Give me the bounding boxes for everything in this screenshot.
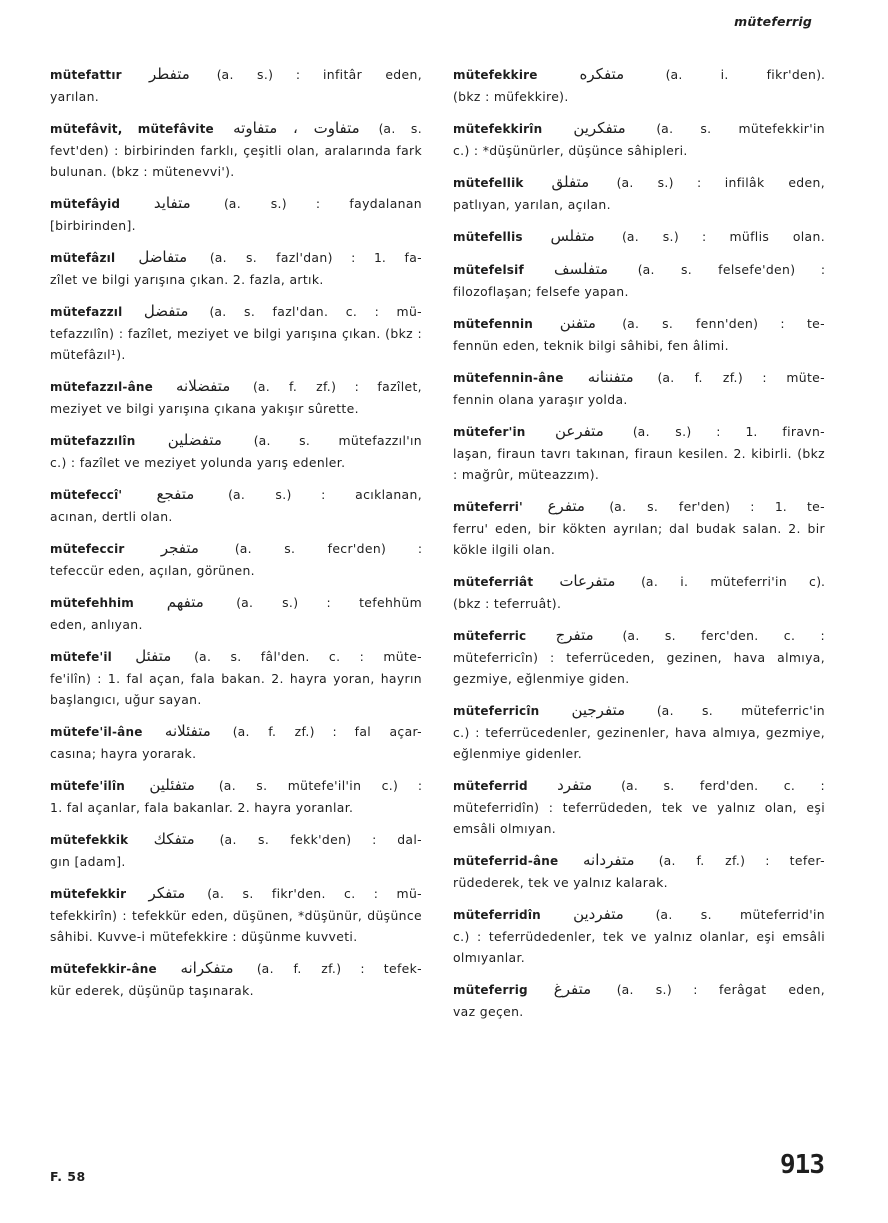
definition-start: (a. s. fer'den) : 1. te- bbox=[609, 499, 825, 514]
entry-head-line bbox=[453, 64, 825, 86]
dictionary-entry bbox=[50, 247, 422, 290]
definition-continuation: tefekkirîn) : tefekkür eden, düşünen, *düşünür, düşünce sâhibi. Kuvve-i mütefekkire : düşünme kuvveti. bbox=[50, 908, 422, 944]
arabic-script-form: متفرجين bbox=[571, 701, 626, 719]
headword: mütefehhim bbox=[50, 596, 134, 610]
arabic-script-form: متفلس bbox=[550, 227, 595, 245]
dictionary-entry bbox=[453, 775, 825, 839]
definition-continuation: fevt'den) : birbirinden farklı, çeşitli olan, aralarında fark bulunan. (bkz : mütenevvi'). bbox=[50, 143, 422, 179]
printer-signature: F. 58 bbox=[50, 1169, 86, 1184]
dictionary-entry bbox=[453, 172, 825, 215]
headword: mütefe'il-âne bbox=[50, 725, 143, 739]
arabic-script-form: متفطر bbox=[149, 65, 190, 83]
entry-head-line bbox=[50, 301, 422, 323]
right-column bbox=[453, 64, 825, 1033]
dictionary-entry bbox=[50, 721, 422, 764]
entry-head-line bbox=[453, 421, 825, 443]
dictionary-entry bbox=[453, 904, 825, 968]
entry-head-line bbox=[453, 118, 825, 140]
dictionary-entry bbox=[453, 367, 825, 410]
arabic-script-form: متفئلانه bbox=[164, 722, 211, 740]
dictionary-entry bbox=[50, 430, 422, 473]
definition-continuation: casına; hayra yorarak. bbox=[50, 746, 197, 761]
definition-continuation: c.) : *düşünürler, düşünce sâhipleri. bbox=[453, 143, 688, 158]
headword: mütefekkik bbox=[50, 833, 129, 847]
definition-start: (a. s. fenn'den) : te- bbox=[622, 316, 825, 331]
definition-continuation: kür ederek, düşünüp taşınarak. bbox=[50, 983, 254, 998]
entry-head-line bbox=[453, 313, 825, 335]
dictionary-entry bbox=[50, 958, 422, 1001]
entry-head-line bbox=[453, 979, 825, 1001]
definition-start: (a. s. fekk'den) : dal- bbox=[219, 832, 422, 847]
definition-continuation: c.) : teferrücedenler, gezinenler, hava almıya, gezmiye, eğlenmiye gidenler. bbox=[453, 725, 825, 761]
definition-continuation: c.) : teferrüdedenler, tek ve yalnız olanlar, eşi emsâli olmıyanlar. bbox=[453, 929, 825, 965]
headword: mütefellik bbox=[453, 176, 524, 190]
dictionary-entry bbox=[453, 421, 825, 485]
definition-start: (a. s.) : faydalanan bbox=[223, 196, 422, 211]
definition-continuation: zîlet ve bilgi yarışına çıkan. 2. fazla, artık. bbox=[50, 272, 324, 287]
dictionary-entry bbox=[453, 64, 825, 107]
entry-head-line bbox=[50, 64, 422, 86]
entry-head-line bbox=[453, 172, 825, 194]
headword: mütefekkire bbox=[453, 68, 538, 82]
arabic-script-form: متفكك bbox=[153, 830, 195, 848]
definition-continuation: c.) : fazîlet ve meziyet yolunda yarış edenler. bbox=[50, 455, 346, 470]
entry-head-line bbox=[453, 700, 825, 722]
headword: mütefekkir bbox=[50, 887, 127, 901]
headword: mütefe'il bbox=[50, 650, 112, 664]
arabic-script-form: متفرعات bbox=[559, 572, 616, 590]
arabic-script-form: متفرع bbox=[547, 497, 585, 515]
definition-start: (a. s.) : infilâk eden, bbox=[616, 175, 825, 190]
definition-start: (a. f. zf.) : fal açar- bbox=[232, 724, 422, 739]
dictionary-entry bbox=[453, 118, 825, 161]
arabic-script-form: متفرد bbox=[557, 776, 593, 794]
entry-head-line bbox=[453, 850, 825, 872]
headword: mütefâzıl bbox=[50, 251, 116, 265]
arabic-script-form: متفاضل bbox=[138, 248, 188, 266]
arabic-script-form: متفكرانه bbox=[180, 959, 234, 977]
entry-head-line bbox=[453, 259, 825, 281]
page-number: 913 bbox=[780, 1150, 824, 1180]
dictionary-entry bbox=[50, 538, 422, 581]
headword: mütefeccî' bbox=[50, 488, 123, 502]
dictionary-entry bbox=[50, 775, 422, 818]
headword: müteferricîn bbox=[453, 704, 540, 718]
definition-start: (a. f. zf.) : müte- bbox=[657, 370, 825, 385]
dictionary-entry bbox=[453, 226, 825, 248]
definition-continuation: [birbirinden]. bbox=[50, 218, 136, 233]
dictionary-entry bbox=[50, 376, 422, 419]
definition-continuation: fennün eden, teknik bilgi sâhibi, fen âlimi. bbox=[453, 338, 729, 353]
arabic-script-form: متفاوت ، متفاوته bbox=[233, 119, 360, 137]
headword: mütefattır bbox=[50, 68, 122, 82]
arabic-script-form: متفكرين bbox=[573, 119, 626, 137]
entry-head-line bbox=[50, 247, 422, 269]
headword: müteferrid bbox=[453, 779, 528, 793]
definition-start: (a. s.) : müflis olan. bbox=[622, 229, 825, 244]
definition-continuation: patlıyan, yarılan, açılan. bbox=[453, 197, 611, 212]
entry-head-line bbox=[453, 775, 825, 797]
definition-continuation: vaz geçen. bbox=[453, 1004, 524, 1019]
definition-start: (a. f. zf.) : tefek- bbox=[256, 961, 422, 976]
entry-head-line bbox=[50, 646, 422, 668]
entry-head-line bbox=[50, 118, 422, 140]
arabic-script-form: متفرعن bbox=[554, 422, 604, 440]
dictionary-entry bbox=[50, 829, 422, 872]
dictionary-entry bbox=[453, 496, 825, 560]
dictionary-entry bbox=[50, 484, 422, 527]
headword: mütefazzıl-âne bbox=[50, 380, 153, 394]
definition-continuation: tefazzılîn) : fazîlet, meziyet ve bilgi yarışına çıkan. (bkz : mütefâzıl¹). bbox=[50, 326, 422, 362]
definition-continuation: ferru' eden, bir kökten ayrılan; dal budak salan. 2. bir kökle ilgili olan. bbox=[453, 521, 825, 557]
definition-continuation: (bkz : müfekkire). bbox=[453, 89, 569, 104]
definition-start: (a. s. fikr'den. c. : mü- bbox=[207, 886, 422, 901]
running-head: müteferrig bbox=[734, 14, 812, 29]
entry-head-line bbox=[50, 592, 422, 614]
definition-continuation: tefeccür eden, açılan, görünen. bbox=[50, 563, 255, 578]
headword: mütefazzıl bbox=[50, 305, 123, 319]
entry-head-line bbox=[50, 376, 422, 398]
entry-head-line bbox=[50, 430, 422, 452]
definition-continuation: fe'ilîn) : 1. fal açan, fala bakan. 2. hayra yoran, hayrın başlangıcı, uğur sayan. bbox=[50, 671, 422, 707]
headword: müteferriât bbox=[453, 575, 534, 589]
dictionary-entry bbox=[453, 625, 825, 689]
entry-head-line bbox=[50, 775, 422, 797]
arabic-script-form: متفضلانه bbox=[176, 377, 231, 395]
definition-start: (a. s. fâl'den. c. : müte- bbox=[194, 649, 422, 664]
definition-start: (a. s. felsefe'den) : bbox=[637, 262, 825, 277]
headword: mütefer'in bbox=[453, 425, 526, 439]
dictionary-entry bbox=[50, 193, 422, 236]
definition-start: (a. s.) : tefehhüm bbox=[236, 595, 422, 610]
headword: mütefâvit, mütefâvite bbox=[50, 122, 214, 136]
arabic-script-form: متفرج bbox=[555, 626, 594, 644]
entry-head-line bbox=[50, 538, 422, 560]
definition-continuation: 1. fal açanlar, fala bakanlar. 2. hayra yoranlar. bbox=[50, 800, 354, 815]
arabic-script-form: متفلسف bbox=[553, 260, 609, 278]
entry-head-line bbox=[453, 625, 825, 647]
definition-start: (a. s. müteferrid'in bbox=[655, 907, 825, 922]
arabic-script-form: متفضلين bbox=[167, 431, 222, 449]
left-column bbox=[50, 64, 422, 1012]
definition-start: (a. s. ferd'den. c. : bbox=[621, 778, 825, 793]
headword: mütefazzılîn bbox=[50, 434, 136, 448]
arabic-script-form: متفكره bbox=[579, 65, 625, 83]
definition-continuation: rüdederek, tek ve yalnız kalarak. bbox=[453, 875, 668, 890]
arabic-script-form: متفننانه bbox=[587, 368, 634, 386]
arabic-script-form: متفرغ bbox=[553, 980, 592, 998]
headword: mütefennin bbox=[453, 317, 534, 331]
definition-start: (a. s. mütefe'il'in c.) : bbox=[218, 778, 422, 793]
dictionary-entry bbox=[50, 646, 422, 710]
arabic-script-form: متفضل bbox=[143, 302, 189, 320]
headword: mütefekkir-âne bbox=[50, 962, 157, 976]
arabic-script-form: متفنن bbox=[559, 314, 596, 332]
definition-start: (a. s. fecr'den) : bbox=[234, 541, 422, 556]
arabic-script-form: متفكر bbox=[148, 884, 186, 902]
definition-start: (a. f. zf.) : tefer- bbox=[658, 853, 825, 868]
dictionary-entry bbox=[453, 313, 825, 356]
definition-start: (a. s. ferc'den. c. : bbox=[622, 628, 825, 643]
entry-head-line bbox=[453, 367, 825, 389]
dictionary-entry bbox=[453, 259, 825, 302]
dictionary-entry bbox=[453, 979, 825, 1022]
entry-head-line bbox=[50, 721, 422, 743]
definition-start: (a. i. fikr'den). bbox=[665, 67, 825, 82]
headword: mütefâyid bbox=[50, 197, 121, 211]
definition-start: (a. i. müteferri'in c). bbox=[641, 574, 825, 589]
definition-continuation: laşan, firaun tavrı takınan, firaun kesilen. 2. kibirli. (bkz : mağrûr, müteazzım). bbox=[453, 446, 825, 482]
entry-head-line bbox=[50, 829, 422, 851]
dictionary-entry bbox=[453, 850, 825, 893]
entry-head-line bbox=[50, 883, 422, 905]
headword: müteferri' bbox=[453, 500, 523, 514]
definition-start: (a. s. mütefekkir'in bbox=[656, 121, 825, 136]
definition-start: (a. s. müteferric'in bbox=[656, 703, 825, 718]
dictionary-entry bbox=[50, 118, 422, 182]
entry-head-line bbox=[50, 193, 422, 215]
headword: mütefe'ilîn bbox=[50, 779, 126, 793]
arabic-script-form: متفهم bbox=[166, 593, 204, 611]
arabic-script-form: متفجع bbox=[156, 485, 195, 503]
headword: mütefeccir bbox=[50, 542, 125, 556]
headword: mütefelsif bbox=[453, 263, 524, 277]
definition-start: (a. s.) : 1. firavn- bbox=[632, 424, 825, 439]
definition-continuation: filozoflaşan; felsefe yapan. bbox=[453, 284, 629, 299]
definition-continuation: eden, anlıyan. bbox=[50, 617, 143, 632]
entry-head-line bbox=[50, 958, 422, 980]
definition-start: (a. s. bbox=[378, 121, 422, 136]
definition-continuation: fennin olana yaraşır yolda. bbox=[453, 392, 628, 407]
definition-continuation: (bkz : teferruât). bbox=[453, 596, 562, 611]
entry-head-line bbox=[453, 571, 825, 593]
headword: müteferrid-âne bbox=[453, 854, 559, 868]
arabic-script-form: متفلق bbox=[551, 173, 590, 191]
dictionary-entry bbox=[50, 64, 422, 107]
arabic-script-form: متفئل bbox=[135, 647, 172, 665]
arabic-script-form: متفايد bbox=[153, 194, 191, 212]
headword: mütefellis bbox=[453, 230, 523, 244]
definition-start: (a. s.) : ferâgat eden, bbox=[616, 982, 825, 997]
arabic-script-form: متفجر bbox=[160, 539, 199, 557]
dictionary-entry bbox=[453, 700, 825, 764]
definition-start: (a. f. zf.) : fazîlet, bbox=[252, 379, 422, 394]
definition-continuation: yarılan. bbox=[50, 89, 100, 104]
definition-start: (a. s. mütefazzıl'ın bbox=[253, 433, 422, 448]
arabic-script-form: متفردانه bbox=[583, 851, 635, 869]
arabic-script-form: متفردين bbox=[573, 905, 624, 923]
entry-head-line bbox=[453, 904, 825, 926]
headword: müteferridîn bbox=[453, 908, 541, 922]
definition-continuation: meziyet ve bilgi yarışına çıkana yakışır sûrette. bbox=[50, 401, 359, 416]
definition-start: (a. s. fazl'dan) : 1. fa- bbox=[209, 250, 422, 265]
dictionary-entry bbox=[50, 592, 422, 635]
arabic-script-form: متفئلين bbox=[149, 776, 195, 794]
definition-continuation: acınan, dertli olan. bbox=[50, 509, 173, 524]
definition-continuation: müteferricîn) : teferrüceden, gezinen, hava almıya, gezmiye, eğlenmiye giden. bbox=[453, 650, 825, 686]
definition-start: (a. s. fazl'dan. c. : mü- bbox=[209, 304, 422, 319]
definition-continuation: müteferridîn) : teferrüdeden, tek ve yalnız olan, eşi emsâli olmıyan. bbox=[453, 800, 825, 836]
definition-continuation: gın [adam]. bbox=[50, 854, 126, 869]
headword: mütefekkirîn bbox=[453, 122, 543, 136]
headword: müteferrig bbox=[453, 983, 528, 997]
entry-head-line bbox=[50, 484, 422, 506]
dictionary-entry bbox=[50, 883, 422, 947]
dictionary-entry bbox=[453, 571, 825, 614]
definition-start: (a. s.) : infitâr eden, bbox=[216, 67, 422, 82]
entry-head-line bbox=[453, 496, 825, 518]
entry-head-line bbox=[453, 226, 825, 248]
definition-start: (a. s.) : acıklanan, bbox=[228, 487, 422, 502]
headword: mütefennin-âne bbox=[453, 371, 564, 385]
dictionary-entry bbox=[50, 301, 422, 365]
headword: müteferric bbox=[453, 629, 527, 643]
